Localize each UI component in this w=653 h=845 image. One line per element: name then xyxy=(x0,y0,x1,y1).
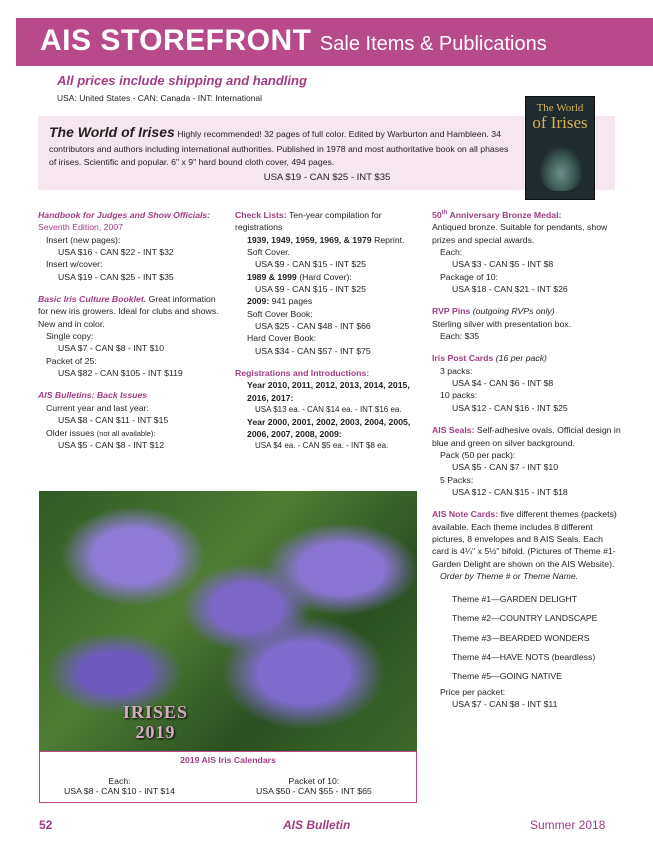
years2-price: USA $9 - CAN $15 - INT $25 xyxy=(255,284,366,295)
calendar-price-box xyxy=(39,751,417,803)
soft-book-label: Soft Cover Book: xyxy=(247,308,313,319)
post-cards-title: Iris Post Cards xyxy=(432,353,494,364)
theme-item: Theme #2—COUNTRY LANDSCAPE xyxy=(452,613,598,624)
handbook-edition: Seventh Edition, 2007 xyxy=(38,222,124,233)
rvp-title: RVP Pins xyxy=(432,306,471,317)
insert-new-price: USA $16 - CAN $22 - INT $32 xyxy=(58,247,174,258)
hard-book-price: USA $34 - CAN $57 - INT $75 xyxy=(255,345,371,356)
single-copy-label: Single copy: xyxy=(46,331,94,342)
medal-title-number: 50 xyxy=(432,210,442,220)
medal-description: Antiqued bronze. Suitable for pendants, show prizes and special awards. xyxy=(432,222,608,245)
medal-title xyxy=(432,209,622,221)
medal-each-price: USA $3 - CAN $5 - INT $8 xyxy=(452,259,554,270)
older-issues-note: (not all available): xyxy=(96,428,156,438)
cover-title-line1: The World xyxy=(536,102,584,114)
registrations-price2: USA $4 ea. - CAN $5 ea. - INT $8 ea. xyxy=(255,441,389,451)
current-issues-label: Current year and last year: xyxy=(46,402,149,413)
years2: 1989 & 1999 xyxy=(247,271,297,282)
per-packet-price: USA $7 - CAN $8 - INT $11 xyxy=(452,699,558,710)
theme-item: Theme #1—GARDEN DELIGHT xyxy=(452,594,578,605)
rvp-description: Sterling silver with presentation box. xyxy=(432,318,572,329)
page-number: 52 xyxy=(39,818,53,832)
post-10packs-price: USA $12 - CAN $16 - INT $25 xyxy=(452,402,568,413)
insert-cover-label: Insert w/cover: xyxy=(46,259,103,270)
calendar-packet-price: USA $50 - CAN $55 - INT $65 xyxy=(256,786,372,796)
year-2009: 2009: xyxy=(247,296,270,307)
post-cards-note: (16 per pack) xyxy=(495,353,547,364)
soft-book-price: USA $25 - CAN $48 - INT $66 xyxy=(255,321,371,332)
photo-caption-line1: IRISES xyxy=(123,702,189,722)
hard-book-label: Hard Cover Book: xyxy=(247,333,317,344)
note-cards-description: five different themes (packets) available. Each theme includes 8 different pictures, 8 envelopes and 8 AIS Seals. Each card is 4¼" x 5½" bifold. (Pictures of Theme #1-Garden Delight are shown on the AIS Website). xyxy=(432,509,617,569)
feature-price: USA $19 - CAN $25 - INT $35 xyxy=(263,172,391,184)
registrations-years2: Year 2000, 2001, 2002, 2003, 2004, 2005, 2006, 2007, 2008, 2009: xyxy=(247,416,411,439)
insert-cover-price: USA $19 - CAN $25 - INT $35 xyxy=(58,271,174,282)
handbook-title: Handbook for Judges and Show Officials: xyxy=(38,210,211,220)
post-10packs-label: 10 packs: xyxy=(440,390,478,401)
theme-item: Theme #5—GOING NATIVE xyxy=(452,670,562,681)
packet25-label: Packet of 25: xyxy=(46,355,97,366)
calendar-each-price: USA $8 - CAN $10 - INT $14 xyxy=(64,786,175,796)
publication-name: AIS Bulletin xyxy=(283,818,351,832)
soft-cover-price: USA $9 - CAN $15 - INT $25 xyxy=(255,259,366,270)
post-3packs-price: USA $4 - CAN $6 - INT $8 xyxy=(452,378,554,389)
column-right xyxy=(432,209,622,711)
seals-pack50-price: USA $5 - CAN $7 - INT $10 xyxy=(452,462,559,473)
storefront-subtitle: Sale Items & Publications xyxy=(319,33,547,55)
check-lists-title: Check Lists: xyxy=(235,210,287,220)
medal-each-label: Each: xyxy=(440,247,463,258)
registrations-title: Registrations and Introductions: xyxy=(235,368,370,379)
rvp-price: Each: $35 xyxy=(440,331,480,342)
years2-suffix: (Hard Cover): xyxy=(299,271,352,282)
years1-suffix: Reprint. xyxy=(374,234,405,245)
calendar-each xyxy=(64,776,175,796)
seals-5packs-label: 5 Packs: xyxy=(440,474,474,485)
feature-title: The World of Irises xyxy=(49,124,175,140)
medal-title-text: Anniversary Bronze Medal: xyxy=(449,210,562,220)
years1: 1939, 1949, 1959, 1969, & 1979 xyxy=(247,234,372,245)
photo-caption xyxy=(123,703,188,743)
seals-5packs-price: USA $12 - CAN $15 - INT $18 xyxy=(452,486,568,497)
registrations-price1: USA $13 ea. - CAN $14 ea. - INT $16 ea. xyxy=(255,405,402,415)
check-lists-description: Ten-year compilation for registrations xyxy=(235,210,382,233)
order-by-note: Order by Theme # or Theme Name. xyxy=(440,570,579,581)
current-issues-price: USA $8 - CAN $11 - INT $15 xyxy=(58,415,169,426)
rvp-note: (outgoing RVPs only) xyxy=(472,306,555,317)
older-issues-label: Older issues xyxy=(46,427,95,438)
photo-caption-line2: 2019 xyxy=(135,721,176,742)
soft-cover-label: Soft Cover. xyxy=(247,247,290,258)
country-abbreviations: USA: United States - CAN: Canada - INT: International xyxy=(57,93,263,103)
column-middle xyxy=(235,209,420,452)
booklet-description: Great information for new iris growers. Ideal for clubs and shows. New and in color. xyxy=(38,294,219,329)
medal-title-sup: th xyxy=(441,210,448,217)
theme-item: Theme #3—BEARDED WONDERS xyxy=(452,632,590,643)
year-2009-pages: 941 pages xyxy=(271,296,313,307)
cover-title-line2: of Irises xyxy=(532,113,588,132)
insert-new-label: Insert (new pages): xyxy=(46,234,121,245)
theme-list xyxy=(432,590,622,686)
column-left xyxy=(38,209,223,451)
bulletins-title: AIS Bulletins: Back Issues xyxy=(38,390,148,401)
packet25-price: USA $82 - CAN $105 - INT $119 xyxy=(58,368,183,379)
seals-title: AIS Seals: xyxy=(432,425,475,436)
iris-calendar-photo xyxy=(39,491,417,751)
seals-pack50-label: Pack (50 per pack): xyxy=(440,449,516,460)
calendar-each-label: Each: xyxy=(108,776,131,786)
feature-description: Highly recommended! 32 pages of full color. Edited by Warburton and Hambleen. 34 contributors and authors including international authorities. Published in 1978 and most authoritative book on all phases of irises. Scientific and popular. 6" x 9" hard bound cloth cover, 494 pages. xyxy=(49,129,509,168)
medal-pkg10-label: Package of 10: xyxy=(440,271,498,282)
per-packet-label: Price per packet: xyxy=(440,686,506,697)
post-3packs-label: 3 packs: xyxy=(440,365,473,376)
medal-pkg10-price: USA $18 - CAN $21 - INT $26 xyxy=(452,284,568,295)
booklet-title: Basic Iris Culture Booklet. xyxy=(38,294,147,305)
calendar-title: 2019 AIS Iris Calendars xyxy=(180,755,276,765)
calendar-packet xyxy=(256,776,372,796)
storefront-title: AIS STOREFRONT xyxy=(40,24,312,57)
header-banner xyxy=(16,18,653,66)
shipping-note: All prices include shipping and handling xyxy=(57,73,307,88)
cover-illustration xyxy=(540,147,582,191)
book-cover-image xyxy=(525,96,595,200)
issue-date: Summer 2018 xyxy=(530,818,606,832)
seals-description: Self-adhesive ovals. Official design in blue and green on silver background. xyxy=(432,425,621,448)
older-issues-price: USA $5 - CAN $8 - INT $12 xyxy=(58,440,165,451)
registrations-years1: Year 2010, 2011, 2012, 2013, 2014, 2015, 2016, 2017: xyxy=(247,380,410,403)
calendar-packet-label: Packet of 10: xyxy=(288,776,340,786)
theme-item: Theme #4—HAVE NOTS (beardless) xyxy=(452,651,596,662)
note-cards-title: AIS Note Cards: xyxy=(432,509,499,520)
single-copy-price: USA $7 - CAN $8 - INT $10 xyxy=(58,343,165,354)
